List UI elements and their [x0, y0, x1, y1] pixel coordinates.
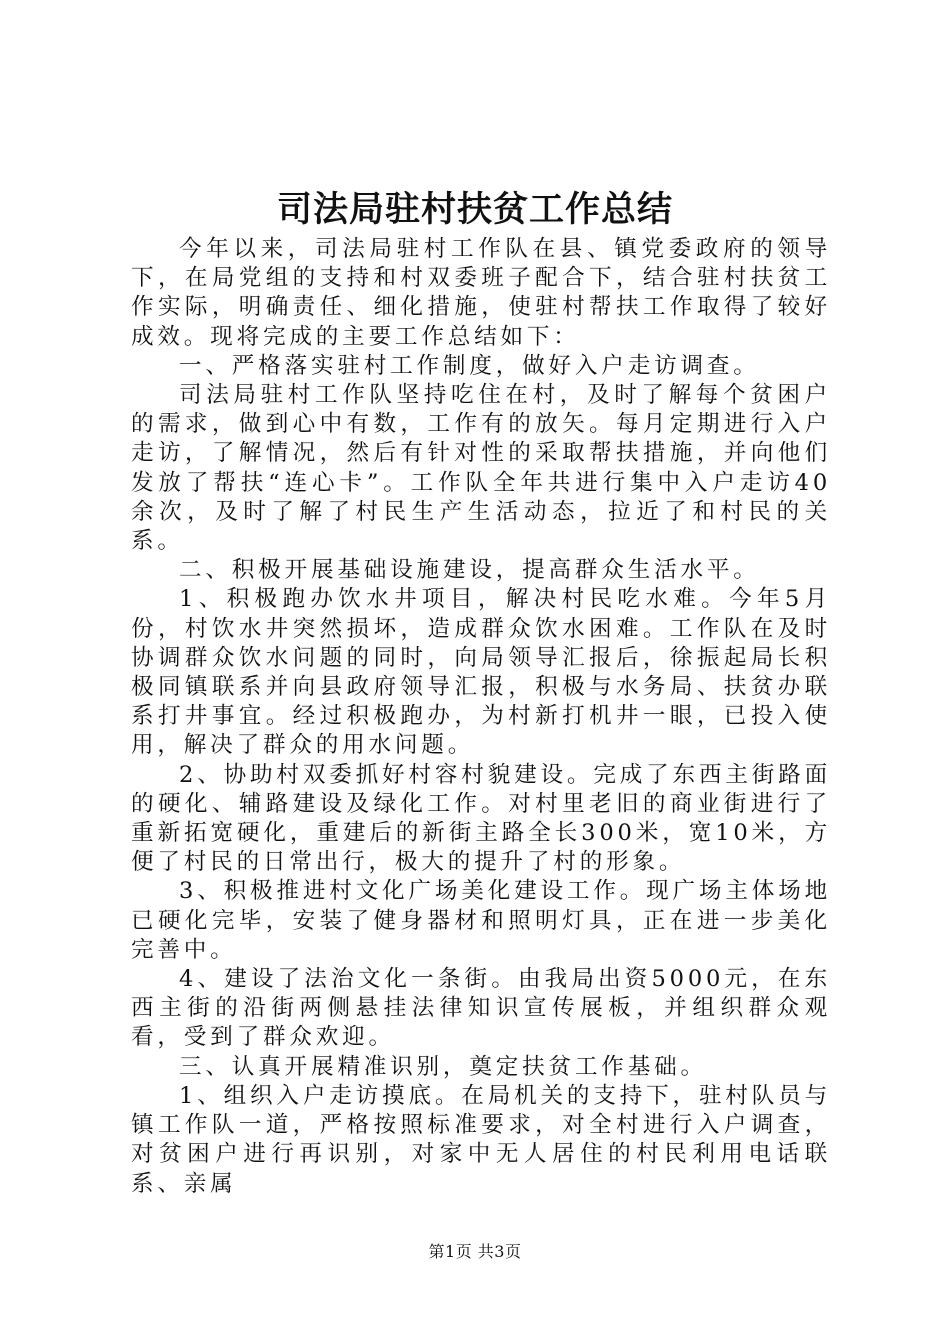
- section-2-item-1: 1、积极跑办饮水井项目，解决村民吃水难。今年5月份，村饮水井突然损坏，造成群众饮水困难。工作队在及时协调群众饮水问题的同时，向局领导汇报后，徐振起局长积极同镇联系并向县政府领导汇报，积极与水务局、扶贫办联系打井事宜。经过积极跑办，为村新打机井一眼，已投入使用，解决了群众的用水问题。: [131, 586, 831, 759]
- section-heading-3: 三、认真开展精准识别，奠定扶贫工作基础。: [179, 1053, 707, 1080]
- section-heading-1: 一、严格落实驻村工作制度，做好入户走访调查。: [179, 352, 760, 379]
- section-2-item-2: 2、协助村双委抓好村容村貌建设。完成了东西主街路面的硬化、辅路建设及绿化工作。对村里老旧的商业街进行了重新拓宽硬化，重建后的新街主路全长300米，宽10米，方便了村民的日常出行，极大的提升了村的形象。: [131, 761, 831, 876]
- section-3-item-1: 1、组织入户走访摸底。在局机关的支持下，驻村队员与镇工作队一道，严格按照标准要求，对全村进行入户调查，对贫困户进行再识别，对家中无人居住的村民利用电话联系、亲属: [131, 1082, 831, 1197]
- document-body: [131, 235, 831, 1199]
- section-heading-2: 二、积极开展基础设施建设，提高群众生活水平。: [179, 557, 760, 584]
- section-2-item-3: 3、积极推进村文化广场美化建设工作。现广场主体场地已硬化完毕，安装了健身器材和照明灯具，正在进一步美化完善中。: [131, 878, 831, 963]
- intro-paragraph: 今年以来，司法局驻村工作队在县、镇党委政府的领导下，在局党组的支持和村双委班子配合下，结合驻村扶贫工作实际，明确责任、细化措施，使驻村帮扶工作取得了较好成效。现将完成的主要工作总结如下：: [131, 236, 831, 350]
- section-1-paragraph: 司法局驻村工作队坚持吃住在村，及时了解每个贫困户的需求，做到心中有数，工作有的放矢。每月定期进行入户走访，了解情况，然后有针对性的采取帮扶措施，并向他们发放了帮扶“连心卡”。工作队全年共进行集中入户走访40余次，及时了解了村民生产生活动态，拉近了和村民的关系。: [131, 382, 831, 555]
- document-title: 司法局驻村扶贫工作总结: [276, 190, 673, 230]
- section-2-item-4: 4、建设了法治文化一条街。由我局出资5000元，在东西主街的沿街两侧悬挂法律知识宣传展板，并组织群众观看，受到了群众欢迎。: [131, 966, 831, 1051]
- page-footer: 第1页 共3页: [428, 1242, 522, 1261]
